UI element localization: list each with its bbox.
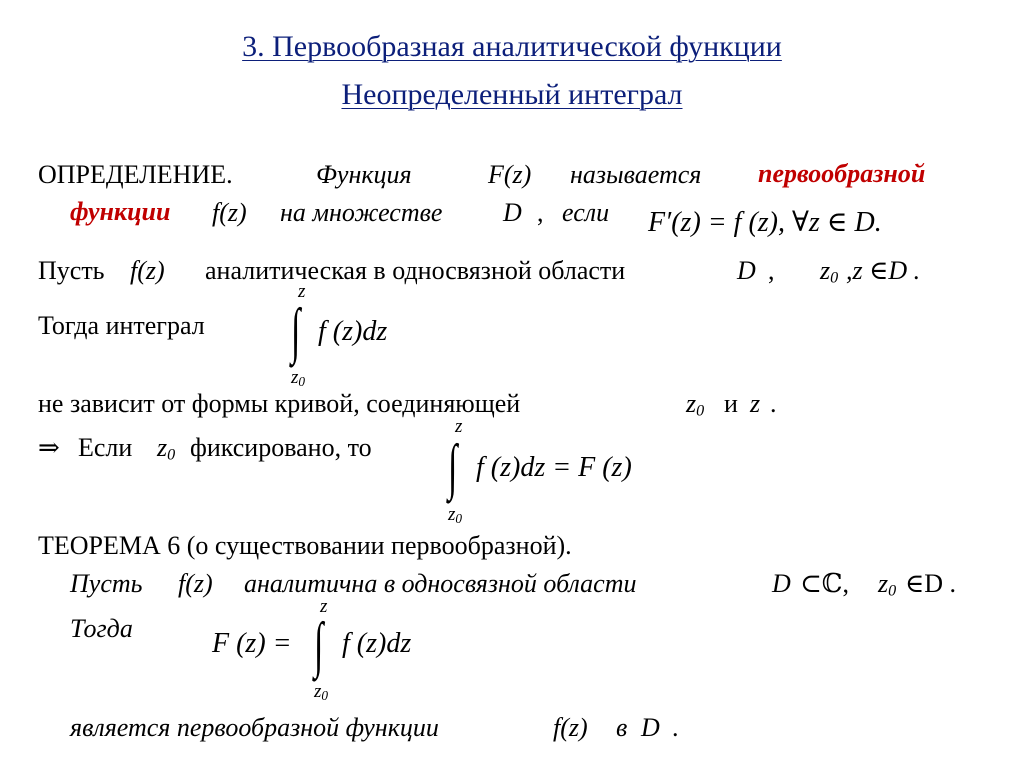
implies-formula: f (z)dz = F (z) [476, 452, 632, 483]
theorem-lower-limit: $z_0$ [314, 681, 329, 703]
let-prefix: Пусть [38, 256, 105, 285]
implies-upper-limit: z [455, 416, 463, 437]
theorem-in-D: ∈D . [905, 569, 957, 598]
theorem-integrand: f (z)dz [342, 628, 412, 659]
implies-z0: $z_0$ [157, 433, 176, 464]
theorem-formula-left: F (z) = [212, 628, 292, 659]
theorem-conclusion-in: в [616, 713, 628, 742]
integral-integrand: f (z)dz [318, 316, 388, 347]
let-comma: , [768, 256, 775, 285]
theorem-upper-limit: z [320, 596, 328, 617]
page-subtitle: Неопределенный интеграл [341, 78, 683, 111]
implies-integral-sign: ∫ [448, 433, 458, 501]
theorem-analytic: аналитична в односвязной области [244, 569, 637, 598]
independence-and: и [724, 389, 738, 418]
definition-set-D: D [503, 198, 522, 227]
integral-sign: ∫ [291, 297, 301, 365]
let-text: аналитическая в односвязной области [205, 256, 626, 285]
theorem-then: Тогда [70, 614, 133, 643]
definition-on-set: на множестве [280, 198, 443, 227]
let-z-in-D: ,z ∈D . [846, 256, 921, 285]
independence-dot: . [770, 389, 777, 418]
definition-if: если [562, 198, 610, 227]
integral-lower-limit: $z_0$ [291, 367, 306, 389]
theorem-conclusion-D: D [641, 713, 660, 742]
definition-is-called: называется [570, 160, 702, 189]
implies-if: Если [78, 433, 133, 462]
implies-fixed: фиксировано, то [190, 433, 372, 462]
definition-comma: , [537, 198, 544, 227]
definition-f-of-z: f(z) [212, 198, 247, 227]
definition-function-term: функции [70, 197, 171, 226]
let-z0: $z_0$ [820, 256, 839, 287]
theorem-f-of-z: f(z) [178, 569, 213, 598]
theorem-label: ТЕОРЕМА 6 (о существовании первообразной). [38, 531, 572, 560]
integral-upper-limit: z [298, 281, 306, 302]
theorem-conclusion: является первообразной функции [70, 713, 439, 742]
independence-z0: $z_0$ [686, 389, 705, 420]
independence-text: не зависит от формы кривой, соединяющей [38, 389, 521, 418]
theorem-let: Пусть [70, 569, 143, 598]
theorem-subset-C: ⊂ℂ, [800, 569, 849, 598]
implies-lower-limit: $z_0$ [448, 504, 463, 526]
theorem-z0: $z_0$ [878, 569, 897, 600]
definition-F-of-z: F(z) [488, 160, 532, 189]
definition-formula: F′(z) = f (z), ∀z ∈ D. [648, 207, 882, 238]
theorem-conclusion-f: f(z) [553, 713, 588, 742]
definition-label: ОПРЕДЕЛЕНИЕ. [38, 160, 233, 189]
definition-word-function: Функция [316, 160, 412, 189]
theorem-D: D [772, 569, 791, 598]
definition-antiderivative-term: первообразной [758, 159, 926, 188]
integral-text: Тогда интеграл [38, 311, 205, 340]
implies-arrow-icon: ⇒ [38, 433, 60, 462]
let-f-of-z: f(z) [130, 256, 165, 285]
let-D: D [737, 256, 756, 285]
independence-z: z [750, 389, 761, 418]
page-title: 3. Первообразная аналитической функции [242, 30, 782, 63]
theorem-conclusion-dot: . [672, 713, 679, 742]
theorem-integral-sign: ∫ [314, 611, 324, 679]
